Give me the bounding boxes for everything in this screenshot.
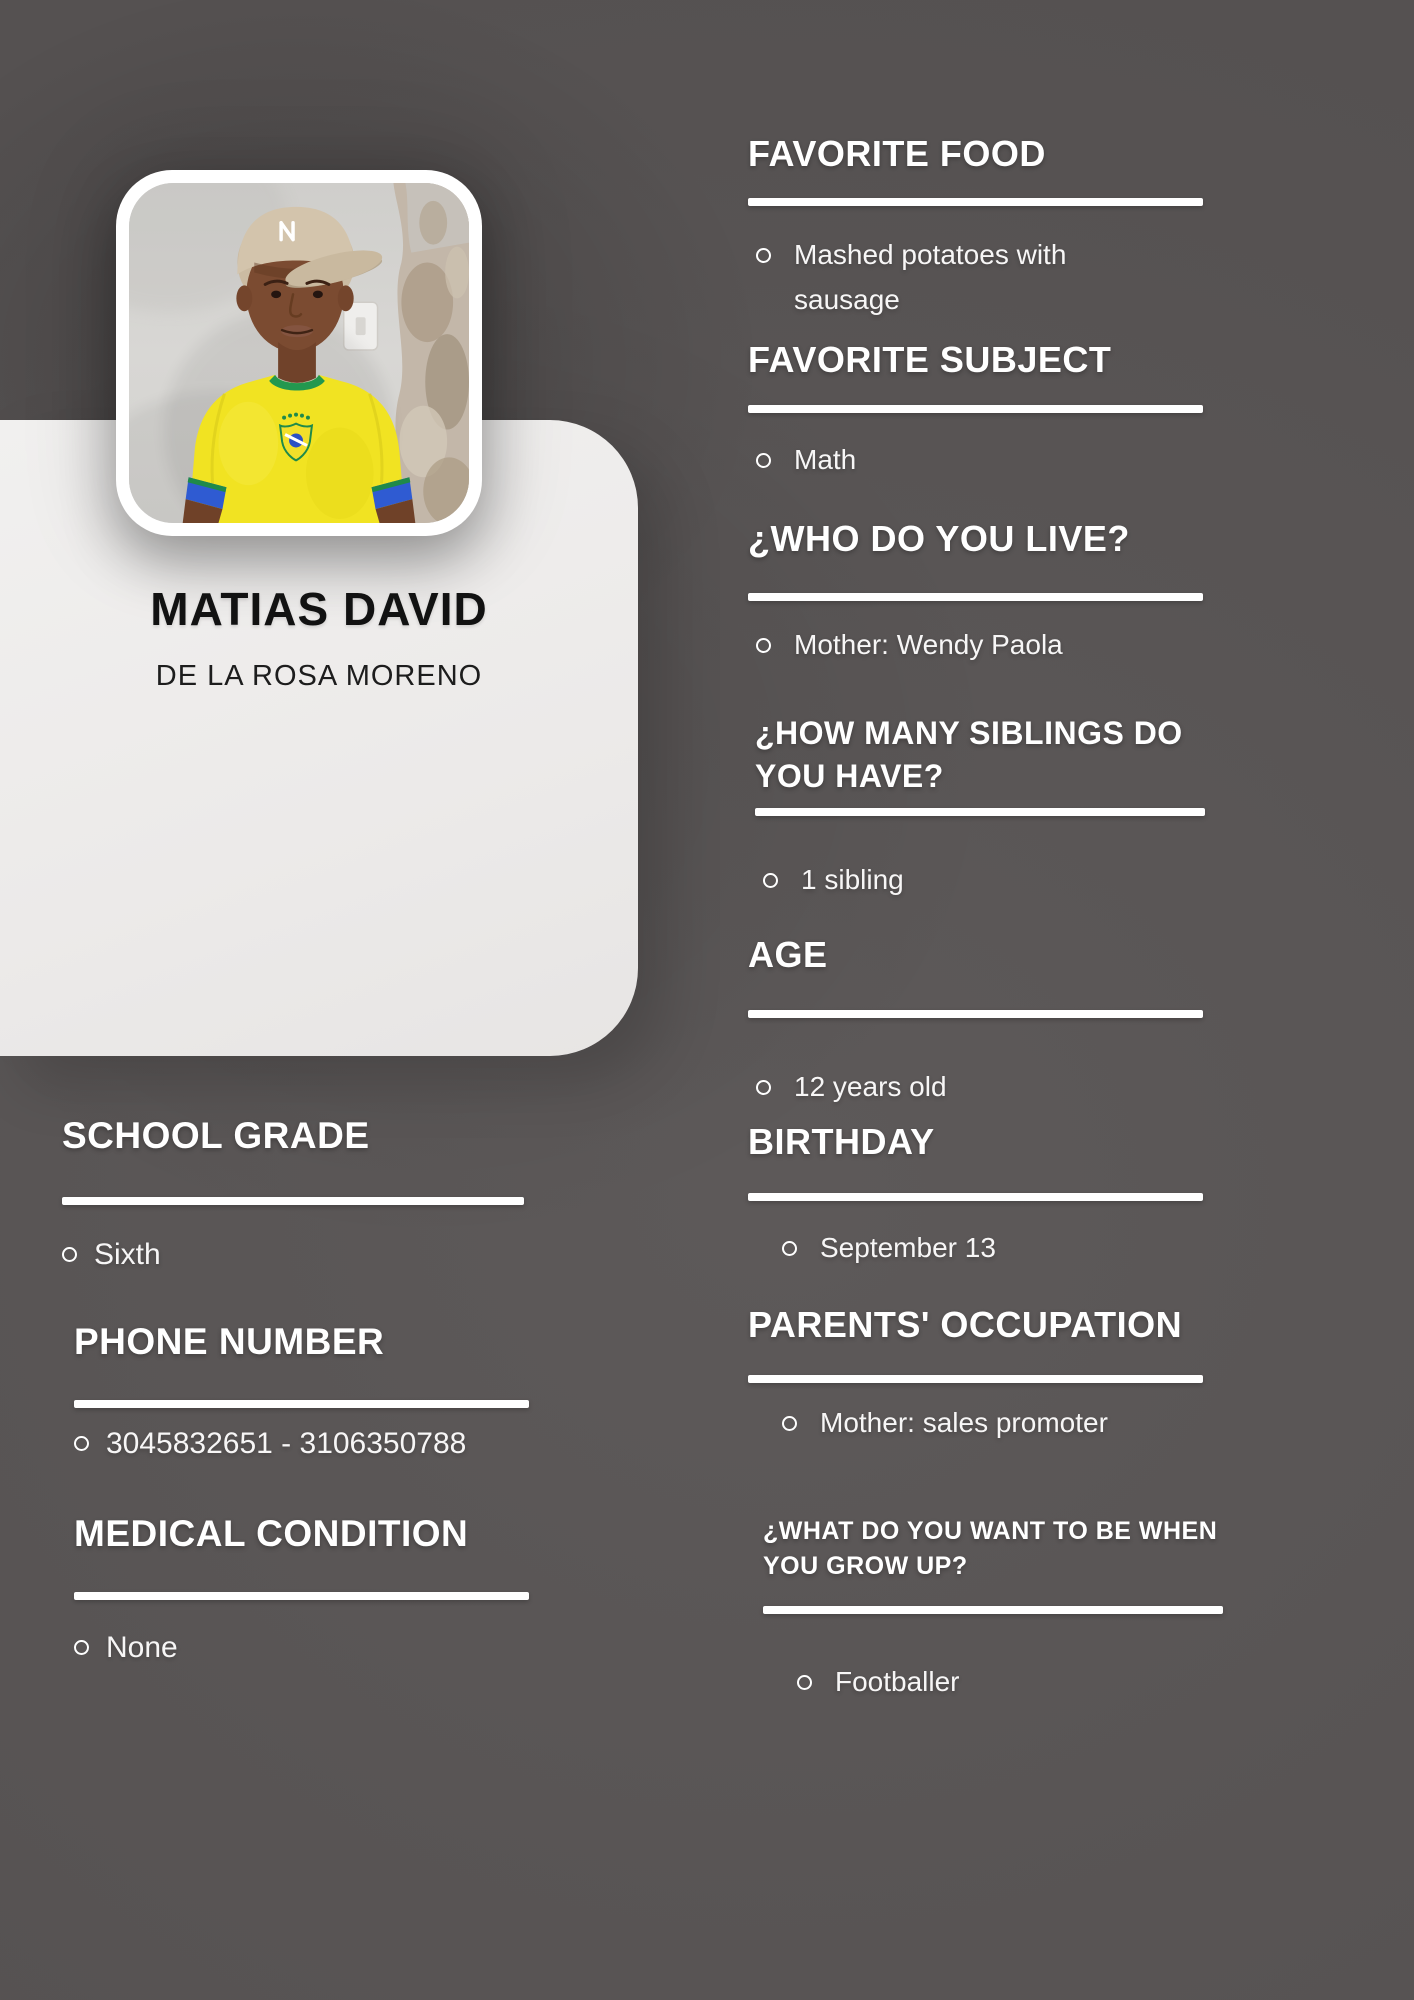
list-item: Mashed potatoes with sausage <box>748 233 1104 323</box>
section-what-do-you-want-to-be <box>763 1514 1223 1705</box>
section-title: ¿WHAT DO YOU WANT TO BE WHEN YOU GROW UP? <box>763 1517 1218 1580</box>
wall-texture-strip <box>393 183 469 523</box>
section-title: SCHOOL GRADE <box>62 1115 370 1156</box>
student-last-name: DE LA ROSA MORENO <box>155 660 483 692</box>
list-item: Sixth <box>62 1231 524 1279</box>
section-title: ¿WHO DO YOU LIVE? <box>748 518 1130 559</box>
section-items <box>748 438 1203 483</box>
section-underline <box>748 593 1203 601</box>
section-items <box>74 1624 529 1672</box>
section-underline <box>748 1193 1203 1201</box>
list-item: Math <box>748 438 1203 483</box>
list-item: None <box>74 1624 529 1672</box>
section-who-do-you-live <box>748 516 1203 668</box>
section-title: AGE <box>748 934 828 975</box>
student-photo <box>129 183 469 523</box>
list-item: Mother: sales promoter <box>748 1401 1203 1446</box>
section-medical-condition <box>74 1511 529 1672</box>
section-underline <box>748 405 1203 413</box>
section-underline <box>748 1010 1203 1018</box>
section-underline <box>74 1400 529 1408</box>
section-underline <box>755 808 1205 816</box>
section-title: FAVORITE FOOD <box>748 133 1046 174</box>
section-favorite-subject <box>748 337 1203 483</box>
section-favorite-food <box>748 131 1203 323</box>
section-items <box>748 1226 1203 1271</box>
section-items <box>755 858 1205 903</box>
section-title: BIRTHDAY <box>748 1121 935 1162</box>
student-first-name: MATIAS DAVID <box>150 583 488 635</box>
section-items <box>62 1231 524 1279</box>
section-underline <box>748 1375 1203 1383</box>
section-how-many-siblings <box>755 712 1205 903</box>
student-name-block <box>0 582 638 695</box>
section-underline <box>748 198 1203 206</box>
section-items <box>748 233 1203 323</box>
list-item: September 13 <box>748 1226 1203 1271</box>
section-age <box>748 932 1203 1110</box>
section-items <box>748 1065 1203 1110</box>
list-item: 3045832651 - 3106350788 <box>74 1420 529 1468</box>
section-underline <box>763 1606 1223 1614</box>
section-phone-number <box>74 1319 529 1468</box>
section-title: ¿HOW MANY SIBLINGS DO YOU HAVE? <box>755 715 1183 795</box>
photo-frame <box>116 170 482 536</box>
student-photo-illustration <box>129 183 469 523</box>
section-title: PARENTS' OCCUPATION <box>748 1304 1183 1345</box>
section-parents-occupation <box>748 1302 1203 1446</box>
section-title: PHONE NUMBER <box>74 1321 385 1362</box>
section-items <box>763 1660 1223 1705</box>
section-items <box>748 623 1203 668</box>
list-item: 1 sibling <box>755 858 1205 903</box>
section-items <box>74 1420 529 1468</box>
section-title: FAVORITE SUBJECT <box>748 339 1112 380</box>
section-underline <box>74 1592 529 1600</box>
section-title: MEDICAL CONDITION <box>74 1513 469 1554</box>
list-item: 12 years old <box>748 1065 1203 1110</box>
section-school-grade <box>62 1113 524 1279</box>
list-item: Footballer <box>763 1660 1223 1705</box>
section-items <box>748 1401 1203 1446</box>
section-underline <box>62 1197 524 1205</box>
list-item: Mother: Wendy Paola <box>748 623 1203 668</box>
section-birthday <box>748 1119 1203 1271</box>
